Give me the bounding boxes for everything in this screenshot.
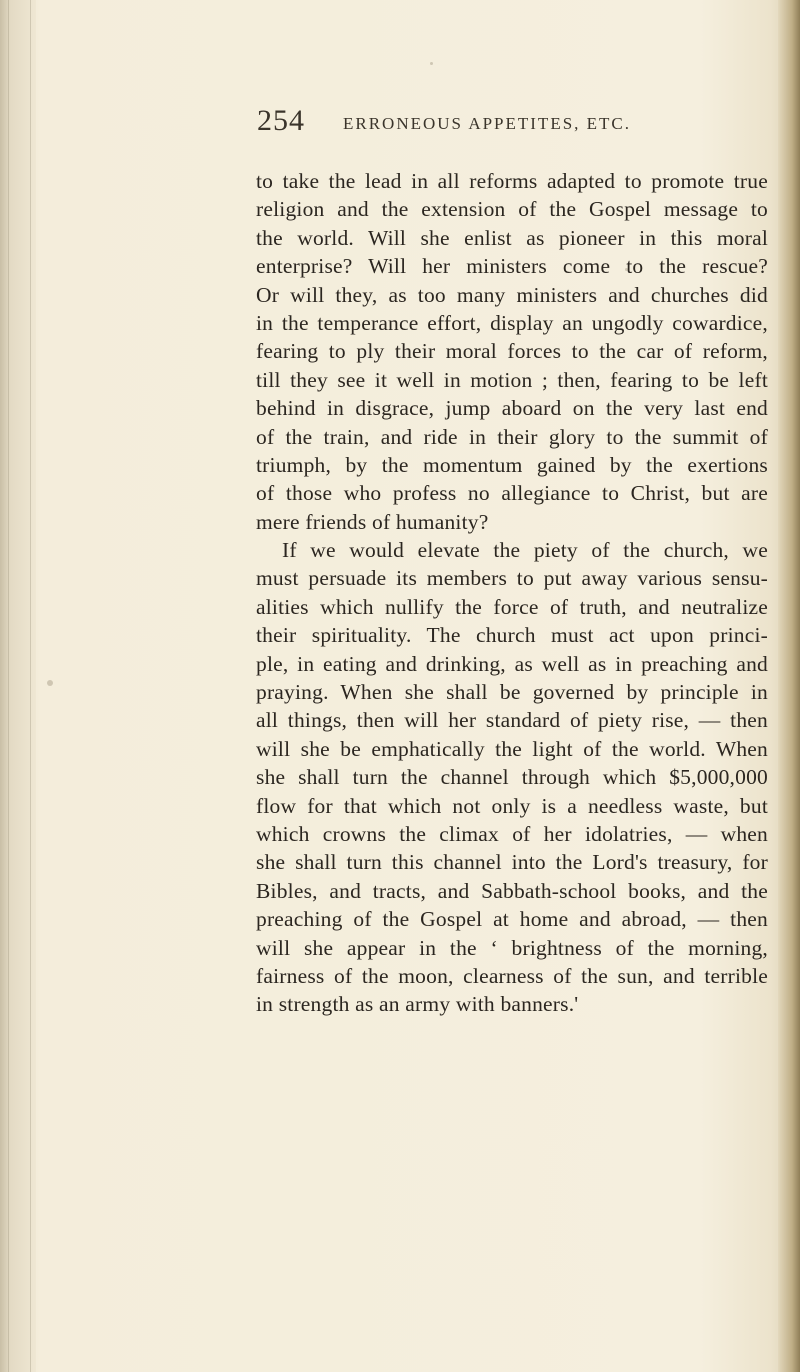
text-line: must persuade its members to put away various sensu- <box>256 566 768 591</box>
text-line: alities which nullify the force of truth, and neutralize <box>256 594 768 619</box>
body-text <box>256 167 768 1019</box>
text-line: behind in disgrace, jump aboard on the very last end <box>256 396 768 421</box>
paper-speck <box>430 62 433 65</box>
text-line: praying. When she shall be governed by principle in <box>256 680 768 705</box>
text-line: religion and the extension of the Gospel message to <box>256 197 768 222</box>
text-line: ple, in eating and drinking, as well as in preaching and <box>256 651 768 676</box>
text-line: she shall turn this channel into the Lord's treasury, for <box>256 850 768 875</box>
gutter-line <box>30 0 31 1372</box>
text-line: will she appear in the ‘ brightness of the morning, <box>256 935 768 960</box>
running-head: ERRONEOUS APPETITES, ETC. <box>343 114 632 133</box>
text-line: enterprise? Will her ministers come to the rescue? <box>256 254 768 279</box>
text-line: to take the lead in all reforms adapted to promote true <box>256 169 768 193</box>
text-line: will she be emphatically the light of the world. When <box>256 736 768 761</box>
text-line: fairness of the moon, clearness of the sun, and terrible <box>256 963 768 988</box>
right-page-edge <box>778 0 800 1372</box>
text-line: in strength as an army with banners.' <box>256 992 579 1017</box>
text-line: fearing to ply their moral forces to the car of reform, <box>256 339 768 364</box>
text-line: their spirituality. The church must act upon princi- <box>256 623 768 648</box>
text-line: Bibles, and tracts, and Sabbath-school books, and the <box>256 878 768 903</box>
gutter-line <box>8 0 9 1372</box>
text-line: Or will they, as too many ministers and churches did <box>256 282 768 307</box>
text-line: triumph, by the momentum gained by the exertions <box>256 452 768 477</box>
text-line: flow for that which not only is a needless waste, but <box>256 793 768 818</box>
page-header <box>0 104 800 144</box>
text-line: which crowns the climax of her idolatries, — when <box>256 821 768 846</box>
text-line: till they see it well in motion ; then, fearing to be left <box>256 367 768 392</box>
text-line: she shall turn the channel through which $5,000,000 <box>256 765 768 790</box>
paper-speck <box>47 680 53 686</box>
text-line: of the train, and ride in their glory to the summit of <box>256 424 768 449</box>
text-line: the world. Will she enlist as pioneer in this moral <box>256 225 768 250</box>
page-number: 254 <box>257 104 305 137</box>
text-line: in the temperance effort, display an ungodly cowardice, <box>256 310 768 335</box>
text-line: of those who profess no allegiance to Christ, but are <box>256 481 768 506</box>
text-line: preaching of the Gospel at home and abroad, — then <box>256 907 768 932</box>
text-line: mere friends of humanity? <box>256 509 489 534</box>
text-line: If we would elevate the piety of the church, we <box>282 538 768 563</box>
text-line: all things, then will her standard of piety rise, — then <box>256 708 768 733</box>
